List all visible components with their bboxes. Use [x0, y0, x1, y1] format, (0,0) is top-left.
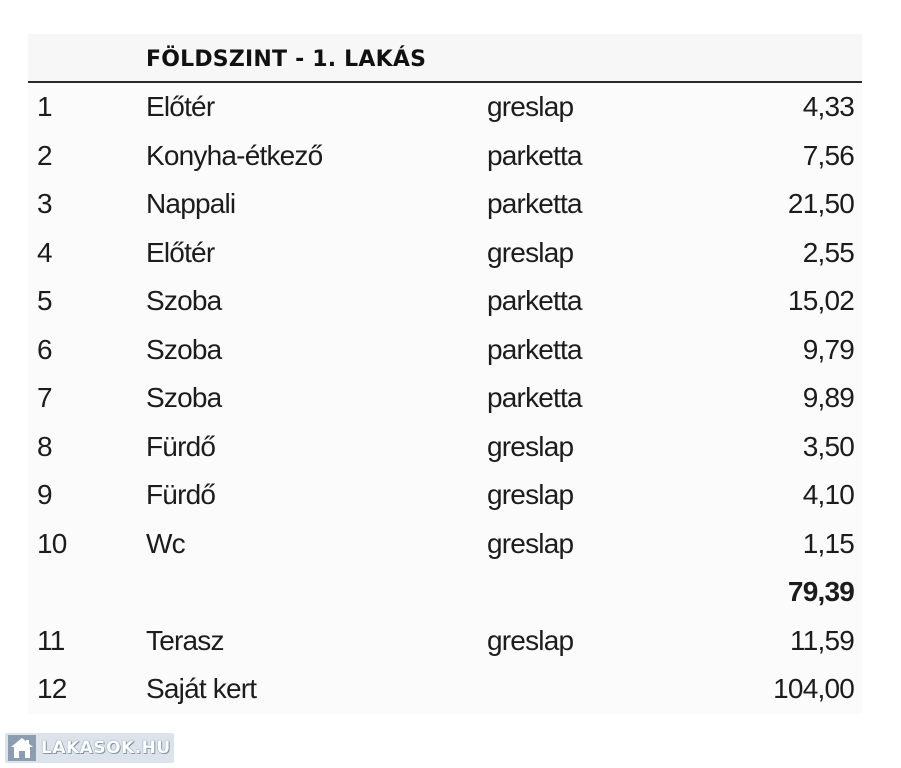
- subtotal-row: [28, 568, 862, 617]
- watermark-text: LAKASOK.HU: [41, 738, 171, 758]
- room-area: 9,79: [802, 333, 854, 365]
- table-row: [28, 326, 862, 375]
- room-name: Saját kert: [146, 673, 257, 704]
- floor-covering: parketta: [487, 285, 582, 316]
- subtotal-area: 79,39: [787, 576, 854, 607]
- floor-covering: greslap: [487, 479, 574, 510]
- floor-covering: greslap: [487, 624, 574, 656]
- room-area-table: [28, 34, 862, 714]
- room-number: 11: [37, 624, 65, 656]
- room-number: 3: [37, 188, 52, 219]
- floor-covering: parketta: [487, 382, 582, 413]
- room-area: 21,50: [787, 188, 854, 219]
- room-number: 5: [37, 285, 52, 316]
- table-body: [28, 83, 862, 714]
- room-area: 11,59: [790, 624, 854, 656]
- room-area: 1,15: [802, 527, 854, 559]
- floor-covering: parketta: [487, 333, 582, 365]
- room-area: 4,10: [802, 479, 854, 510]
- floor-covering: parketta: [487, 139, 582, 171]
- table-row: [28, 132, 862, 181]
- floor-covering: greslap: [487, 527, 574, 559]
- room-name: Fürdő: [146, 479, 216, 510]
- house-icon: [8, 735, 36, 761]
- floor-covering: parketta: [487, 188, 582, 219]
- table-header: [28, 34, 862, 83]
- table-row: [28, 229, 862, 278]
- room-number: 12: [37, 673, 67, 704]
- room-number: 6: [37, 333, 52, 365]
- watermark-logo: [5, 733, 174, 763]
- room-number: 8: [37, 430, 52, 462]
- room-number: 10: [37, 527, 67, 559]
- room-name: Előtér: [146, 91, 215, 122]
- room-name: Szoba: [146, 285, 222, 316]
- room-area: 15,02: [787, 285, 854, 316]
- room-name: Szoba: [146, 382, 222, 413]
- room-number: 1: [37, 91, 52, 122]
- floor-covering: greslap: [487, 236, 574, 268]
- table-row: [28, 277, 862, 326]
- room-area: 3,50: [802, 430, 854, 462]
- table-row: [28, 520, 862, 569]
- room-number: 9: [37, 479, 52, 510]
- table-row: [28, 423, 862, 472]
- floor-covering: greslap: [487, 91, 574, 122]
- table-row: [28, 83, 862, 132]
- room-name: Fürdő: [146, 430, 216, 462]
- table-row: [28, 374, 862, 423]
- room-area: 2,55: [802, 236, 854, 268]
- room-number: 4: [37, 236, 52, 268]
- room-name: Nappali: [146, 188, 236, 219]
- room-area: 4,33: [802, 91, 854, 122]
- room-name: Wc: [146, 527, 185, 559]
- table-row: [28, 180, 862, 229]
- table-row: [28, 665, 862, 714]
- table-row: [28, 617, 862, 666]
- room-number: 7: [37, 382, 52, 413]
- room-name: Előtér: [146, 236, 215, 268]
- room-name: Terasz: [146, 624, 224, 656]
- table-row: [28, 471, 862, 520]
- room-number: 2: [37, 139, 52, 171]
- floor-covering: greslap: [487, 430, 574, 462]
- room-area: 9,89: [802, 382, 854, 413]
- room-area: 104,00: [773, 673, 854, 704]
- table-title: FÖLDSZINT - 1. LAKÁS: [146, 47, 427, 72]
- room-name: Konyha-étkező: [146, 139, 323, 171]
- room-name: Szoba: [146, 333, 222, 365]
- room-area: 7,56: [802, 139, 854, 171]
